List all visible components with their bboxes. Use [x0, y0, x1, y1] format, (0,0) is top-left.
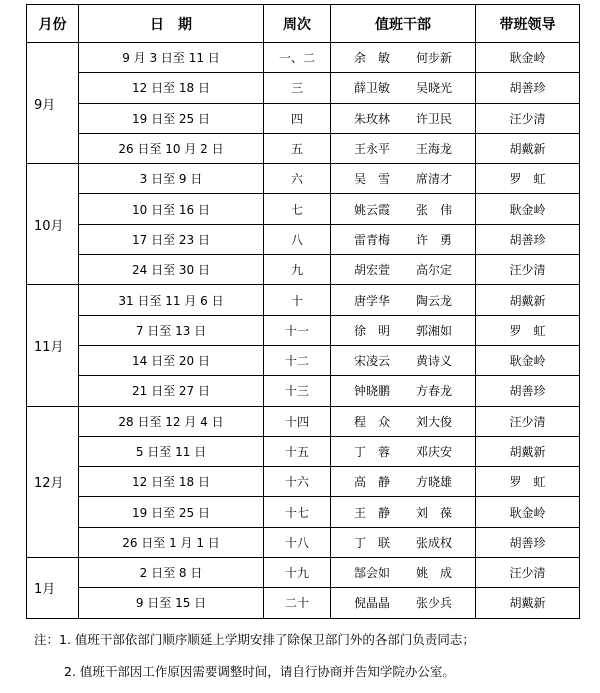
staff-cell — [331, 467, 476, 497]
date-cell: 28 日至 12 月 4 日 — [79, 406, 264, 436]
table-row — [27, 194, 580, 224]
week-cell: 十六 — [264, 467, 331, 497]
table-row — [27, 255, 580, 285]
staff-name: 徐 明 — [353, 323, 390, 338]
table-row — [27, 497, 580, 527]
leader-cell: 胡善珍 — [476, 376, 580, 406]
week-cell: 八 — [264, 224, 331, 254]
staff-name: 丁 蓉 — [353, 445, 390, 459]
date-cell: 19 日至 25 日 — [79, 497, 264, 527]
header-row — [27, 5, 580, 43]
staff-name: 刘 葆 — [415, 505, 452, 520]
staff-cell — [331, 224, 476, 254]
staff-cell — [331, 164, 476, 194]
staff-cell — [331, 497, 476, 527]
week-cell: 五 — [264, 133, 331, 163]
week-cell: 十 — [264, 285, 331, 315]
staff-name: 钟晓鹏 — [353, 384, 390, 399]
week-cell: 十五 — [264, 436, 331, 466]
date-cell: 2 日至 8 日 — [79, 558, 264, 588]
table-row — [27, 285, 580, 315]
month-cell: 9月 — [27, 43, 79, 164]
week-cell: 二十 — [264, 588, 331, 618]
staff-name: 高 静 — [353, 475, 390, 490]
leader-cell: 罗 虹 — [476, 315, 580, 345]
staff-name: 何步新 — [415, 51, 452, 66]
staff-cell — [331, 103, 476, 133]
date-cell: 5 日至 11 日 — [79, 436, 264, 466]
staff-name: 陶云龙 — [415, 293, 452, 308]
staff-cell — [331, 194, 476, 224]
schedule-body — [27, 43, 580, 619]
staff-name: 雷青梅 — [353, 232, 390, 247]
leader-cell: 汪少清 — [476, 255, 580, 285]
date-cell: 31 日至 11 月 6 日 — [79, 285, 264, 315]
notes — [34, 630, 594, 679]
staff-name: 薛卫敏 — [353, 81, 390, 96]
staff-name: 方晓雄 — [415, 475, 452, 490]
staff-name: 张少兵 — [415, 596, 452, 611]
staff-cell — [331, 406, 476, 436]
table-row — [27, 467, 580, 497]
date-cell: 14 日至 20 日 — [79, 345, 264, 375]
leader-cell: 胡戴新 — [476, 588, 580, 618]
week-cell: 十一 — [264, 315, 331, 345]
leader-cell: 胡戴新 — [476, 285, 580, 315]
table-row — [27, 164, 580, 194]
staff-name: 张成权 — [415, 535, 452, 550]
staff-name: 张 伟 — [415, 202, 452, 217]
staff-name: 唐学华 — [353, 293, 390, 308]
week-cell: 九 — [264, 255, 331, 285]
staff-name: 王海龙 — [415, 142, 452, 157]
staff-cell — [331, 285, 476, 315]
leader-cell: 罗 虹 — [476, 467, 580, 497]
staff-name: 刘大俊 — [415, 414, 452, 429]
week-cell: 十九 — [264, 558, 331, 588]
leader-cell: 耿金岭 — [476, 497, 580, 527]
leader-cell: 胡戴新 — [476, 133, 580, 163]
staff-name: 姚 成 — [415, 566, 452, 581]
duty-schedule-table — [26, 4, 580, 619]
staff-name: 黄诗义 — [415, 354, 452, 369]
leader-cell: 胡善珍 — [476, 527, 580, 557]
header-week: 周次 — [264, 5, 331, 43]
table-row — [27, 527, 580, 557]
leader-cell: 耿金岭 — [476, 43, 580, 73]
staff-cell — [331, 133, 476, 163]
staff-name: 姚云霞 — [353, 202, 390, 217]
staff-cell — [331, 255, 476, 285]
table-row — [27, 406, 580, 436]
table-row — [27, 558, 580, 588]
staff-name: 王 静 — [353, 505, 390, 520]
staff-cell — [331, 588, 476, 618]
staff-name: 程 众 — [353, 414, 390, 429]
staff-cell — [331, 436, 476, 466]
staff-name: 倪晶晶 — [353, 596, 390, 611]
staff-name: 许 勇 — [415, 232, 452, 247]
table-row — [27, 43, 580, 73]
week-cell: 十四 — [264, 406, 331, 436]
date-cell: 12 日至 18 日 — [79, 467, 264, 497]
month-cell: 11月 — [27, 285, 79, 406]
date-cell: 7 日至 13 日 — [79, 315, 264, 345]
leader-cell: 胡善珍 — [476, 224, 580, 254]
week-cell: 十三 — [264, 376, 331, 406]
date-cell: 17 日至 23 日 — [79, 224, 264, 254]
week-cell: 七 — [264, 194, 331, 224]
table-row — [27, 224, 580, 254]
staff-name: 胡宏萱 — [353, 263, 390, 278]
table-row — [27, 436, 580, 466]
staff-cell — [331, 43, 476, 73]
staff-name: 吴晓光 — [415, 81, 452, 96]
staff-cell — [331, 527, 476, 557]
note-line-2: 2. 值班干部因工作原因需要调整时间，请自行协商并告知学院办公室。 — [64, 664, 455, 679]
note-line-1: 注：1. 值班干部依部门顺序顺延上学期安排了除保卫部门外的各部门负责同志； — [34, 632, 475, 647]
leader-cell: 耿金岭 — [476, 345, 580, 375]
week-cell: 十二 — [264, 345, 331, 375]
staff-name: 丁 联 — [353, 535, 390, 550]
table-row — [27, 315, 580, 345]
staff-cell — [331, 376, 476, 406]
leader-cell: 胡善珍 — [476, 73, 580, 103]
leader-cell: 汪少清 — [476, 406, 580, 436]
staff-name: 宋凌云 — [353, 354, 390, 369]
staff-name: 许卫民 — [415, 111, 452, 126]
staff-name: 席清才 — [415, 172, 452, 187]
leader-cell: 汪少清 — [476, 558, 580, 588]
month-cell: 12月 — [27, 406, 79, 557]
leader-cell: 胡戴新 — [476, 436, 580, 466]
staff-name: 余 敏 — [353, 51, 390, 66]
date-cell: 21 日至 27 日 — [79, 376, 264, 406]
leader-cell: 耿金岭 — [476, 194, 580, 224]
staff-name: 方春龙 — [415, 384, 452, 399]
table-row — [27, 345, 580, 375]
staff-name: 郜会如 — [353, 566, 390, 581]
month-cell: 1月 — [27, 558, 79, 619]
date-cell: 10 日至 16 日 — [79, 194, 264, 224]
week-cell: 六 — [264, 164, 331, 194]
leader-cell: 汪少清 — [476, 103, 580, 133]
week-cell: 一、二 — [264, 43, 331, 73]
leader-cell: 罗 虹 — [476, 164, 580, 194]
table-row — [27, 376, 580, 406]
week-cell: 三 — [264, 73, 331, 103]
staff-name: 高尔定 — [415, 263, 452, 278]
date-cell: 24 日至 30 日 — [79, 255, 264, 285]
table-row — [27, 103, 580, 133]
week-cell: 四 — [264, 103, 331, 133]
table-row — [27, 133, 580, 163]
month-cell: 10月 — [27, 164, 79, 285]
header-leader: 带班领导 — [476, 5, 580, 43]
staff-name: 王永平 — [353, 142, 390, 157]
staff-cell — [331, 73, 476, 103]
staff-cell — [331, 345, 476, 375]
date-cell: 3 日至 9 日 — [79, 164, 264, 194]
week-cell: 十八 — [264, 527, 331, 557]
date-cell: 26 日至 1 月 1 日 — [79, 527, 264, 557]
staff-name: 郭湘如 — [415, 323, 452, 338]
date-cell: 9 月 3 日至 11 日 — [79, 43, 264, 73]
staff-cell — [331, 315, 476, 345]
table-row — [27, 588, 580, 618]
header-date: 日 期 — [79, 5, 264, 43]
week-cell: 十七 — [264, 497, 331, 527]
header-staff: 值班干部 — [331, 5, 476, 43]
table-row — [27, 73, 580, 103]
staff-name: 朱玫林 — [353, 111, 390, 126]
staff-name: 吴 雪 — [353, 172, 390, 187]
staff-cell — [331, 558, 476, 588]
date-cell: 12 日至 18 日 — [79, 73, 264, 103]
header-month: 月份 — [27, 5, 79, 43]
staff-name: 邓庆安 — [415, 445, 452, 459]
date-cell: 26 日至 10 月 2 日 — [79, 133, 264, 163]
date-cell: 19 日至 25 日 — [79, 103, 264, 133]
date-cell: 9 日至 15 日 — [79, 588, 264, 618]
